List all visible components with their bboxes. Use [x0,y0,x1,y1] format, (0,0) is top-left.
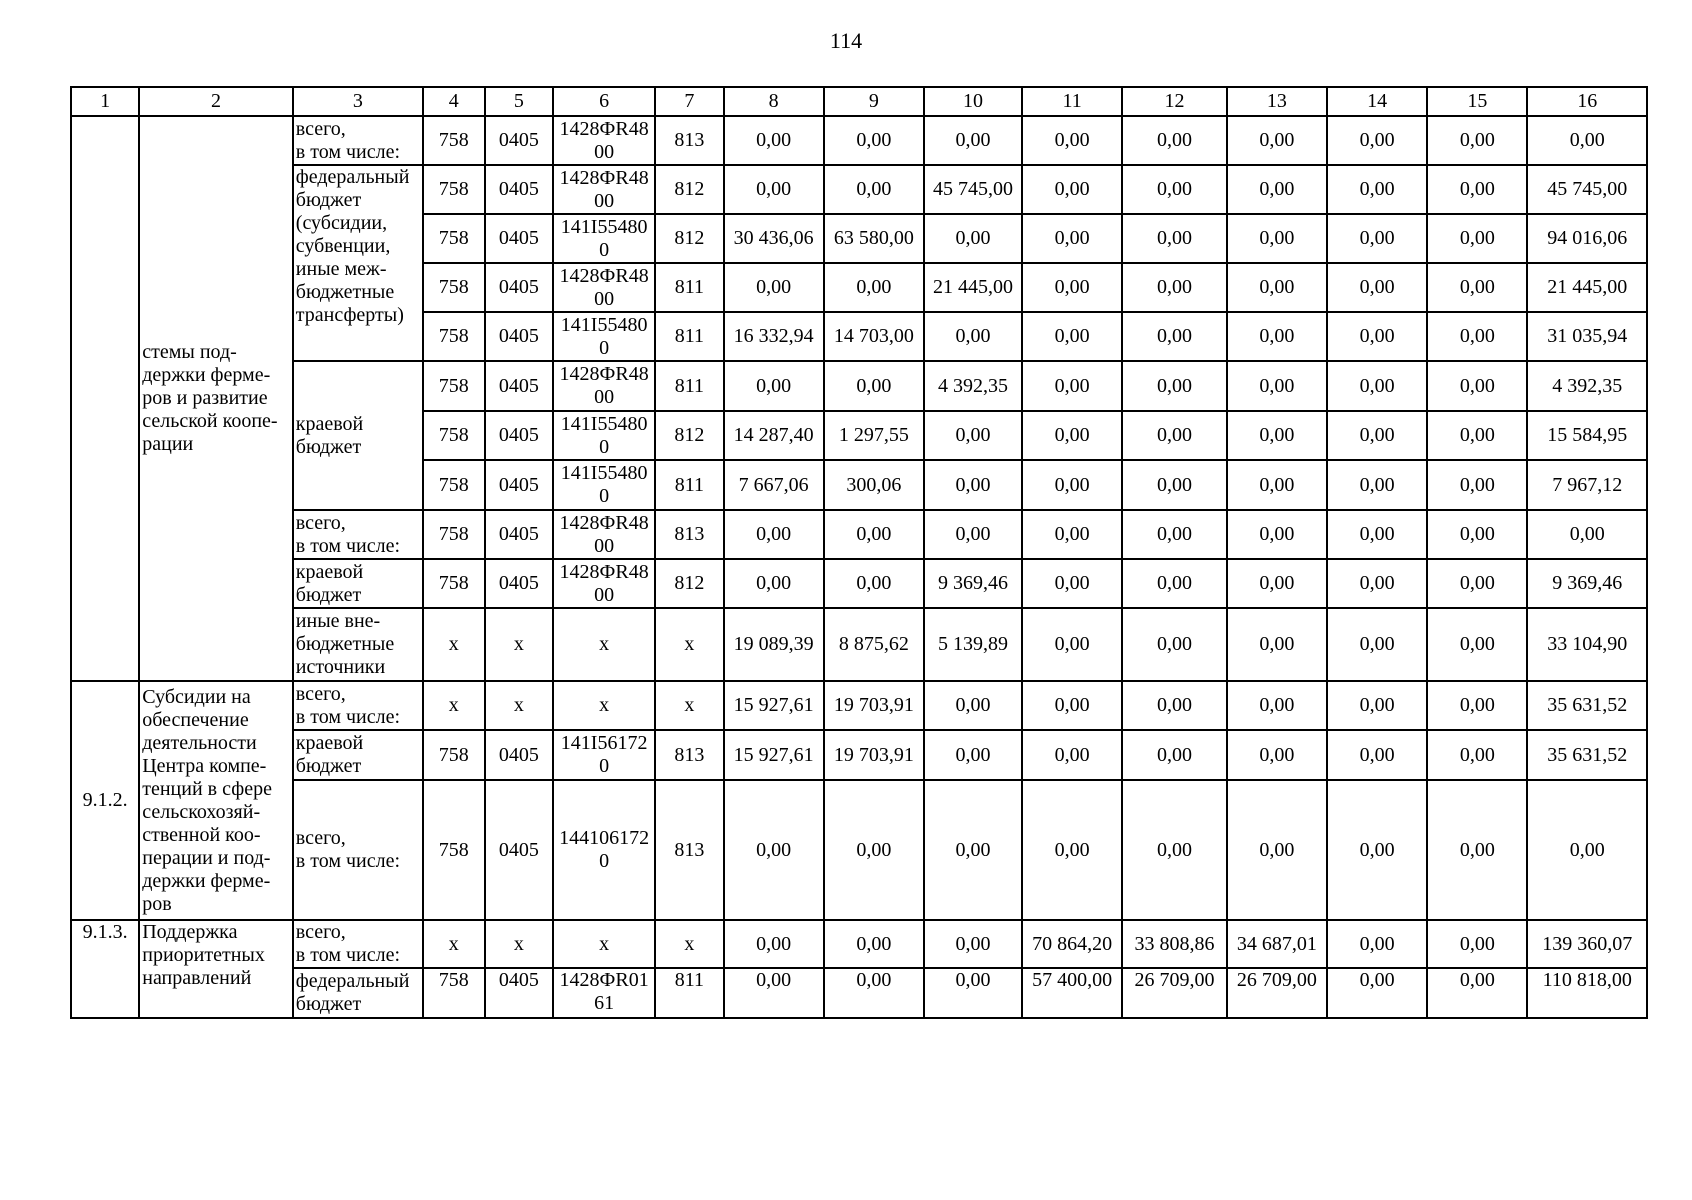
cell-col4: 758 [423,411,485,460]
cell-value: 0,00 [824,559,924,608]
cell-col4: 758 [423,116,485,165]
cell-value: 57 400,00 [1022,968,1122,1018]
cell-col4: x [423,608,485,681]
cell-value: 0,00 [1327,780,1427,920]
cell-value: 0,00 [724,263,824,312]
cell-value: 0,00 [1122,510,1226,559]
funding-source: краевой бюджет [293,361,423,510]
funding-source: краевой бюджет [293,559,423,608]
cell-kbk: 1428ФR48 00 [553,165,655,214]
cell-value: 0,00 [1427,361,1527,411]
cell-value: 94 016,06 [1527,214,1647,263]
cell-value: 0,00 [1427,730,1527,780]
cell-value: 0,00 [1327,608,1427,681]
cell-value: 31 035,94 [1527,312,1647,361]
cell-value: 0,00 [724,361,824,411]
cell-col4: x [423,920,485,968]
cell-value: 0,00 [1327,411,1427,460]
cell-value: 35 631,52 [1527,681,1647,730]
column-header: 8 [724,87,824,116]
cell-value: 0,00 [1327,559,1427,608]
cell-value: 0,00 [1022,681,1122,730]
column-header: 6 [553,87,655,116]
cell-value: 0,00 [1227,681,1327,730]
cell-value: 0,00 [724,165,824,214]
cell-value: 35 631,52 [1527,730,1647,780]
cell-value: 0,00 [724,510,824,559]
column-header: 2 [139,87,293,116]
cell-value: 0,00 [824,263,924,312]
cell-value: 0,00 [1427,263,1527,312]
cell-value: 21 445,00 [924,263,1022,312]
cell-value: 9 369,46 [924,559,1022,608]
cell-value: 0,00 [1122,780,1226,920]
cell-value: 0,00 [824,361,924,411]
cell-value: 14 703,00 [824,312,924,361]
column-header: 13 [1227,87,1327,116]
cell-value: 0,00 [824,780,924,920]
funding-source: всего, в том числе: [293,920,423,968]
cell-value: 0,00 [1022,361,1122,411]
cell-col5: 0405 [485,263,553,312]
cell-value: 9 369,46 [1527,559,1647,608]
column-header: 7 [655,87,723,116]
cell-value: 0,00 [1527,116,1647,165]
cell-col5: 0405 [485,780,553,920]
item-number: 9.1.2. [71,681,139,920]
cell-value: 45 745,00 [924,165,1022,214]
cell-value: 0,00 [1022,312,1122,361]
cell-value: 0,00 [1122,460,1226,510]
cell-kbk: x [553,608,655,681]
cell-value: 0,00 [1022,263,1122,312]
cell-value: 4 392,35 [924,361,1022,411]
cell-value: 0,00 [1227,116,1327,165]
cell-value: 0,00 [724,559,824,608]
cell-value: 19 703,91 [824,681,924,730]
cell-value: 0,00 [1427,608,1527,681]
cell-col5: 0405 [485,214,553,263]
cell-col4: 758 [423,780,485,920]
cell-col5: x [485,681,553,730]
cell-value: 19 089,39 [724,608,824,681]
cell-value: 19 703,91 [824,730,924,780]
cell-value: 0,00 [1427,312,1527,361]
cell-value: 0,00 [924,312,1022,361]
item-number: 9.1.3. [71,920,139,1018]
cell-value: 0,00 [1122,116,1226,165]
cell-col7: 813 [655,510,723,559]
funding-source: федеральный бюджет [293,968,423,1018]
cell-value: 0,00 [824,116,924,165]
cell-col7: x [655,608,723,681]
cell-value: 0,00 [1427,920,1527,968]
cell-value: 0,00 [824,165,924,214]
cell-col5: 0405 [485,559,553,608]
cell-col7: x [655,681,723,730]
cell-col5: 0405 [485,165,553,214]
column-header: 14 [1327,87,1427,116]
funding-source: всего, в том числе: [293,116,423,165]
cell-col4: 758 [423,559,485,608]
cell-value: 0,00 [1122,559,1226,608]
cell-kbk: 1428ФR48 00 [553,361,655,411]
cell-col7: 812 [655,411,723,460]
cell-value: 15 927,61 [724,681,824,730]
table-row [71,730,1647,780]
cell-value: 0,00 [1427,510,1527,559]
cell-value: 0,00 [1327,165,1427,214]
cell-col7: 811 [655,263,723,312]
cell-kbk: 1428ФR48 00 [553,559,655,608]
cell-value: 0,00 [1227,780,1327,920]
cell-value: 0,00 [1527,510,1647,559]
cell-kbk: x [553,920,655,968]
cell-col4: 758 [423,460,485,510]
cell-col7: x [655,920,723,968]
cell-value: 300,06 [824,460,924,510]
table-row [71,968,1647,1018]
cell-value: 0,00 [1227,312,1327,361]
cell-value: 0,00 [924,730,1022,780]
cell-col7: 813 [655,116,723,165]
page-number: 114 [829,28,863,53]
cell-value: 0,00 [824,510,924,559]
cell-value: 0,00 [1122,411,1226,460]
cell-value: 0,00 [1122,214,1226,263]
cell-value: 0,00 [1427,460,1527,510]
cell-value: 7 667,06 [724,460,824,510]
column-header: 10 [924,87,1022,116]
cell-value: 0,00 [1227,361,1327,411]
cell-value: 0,00 [1327,681,1427,730]
cell-value: 0,00 [924,780,1022,920]
cell-value: 0,00 [924,214,1022,263]
cell-kbk: 141I56172 0 [553,730,655,780]
column-header: 3 [293,87,423,116]
cell-value: 0,00 [1227,214,1327,263]
table-row [71,920,1647,968]
cell-value: 0,00 [924,681,1022,730]
cell-value: 0,00 [1427,780,1527,920]
cell-value: 0,00 [1227,165,1327,214]
cell-value: 33 808,86 [1122,920,1226,968]
cell-value: 0,00 [1227,730,1327,780]
table-row [71,559,1647,608]
cell-value: 16 332,94 [724,312,824,361]
cell-value: 0,00 [1427,116,1527,165]
cell-col7: 812 [655,214,723,263]
cell-value: 0,00 [1227,263,1327,312]
cell-col5: 0405 [485,116,553,165]
column-header: 15 [1427,87,1527,116]
cell-value: 0,00 [1122,730,1226,780]
cell-value: 0,00 [724,920,824,968]
cell-value: 26 709,00 [1227,968,1327,1018]
cell-value: 0,00 [924,968,1022,1018]
cell-value: 21 445,00 [1527,263,1647,312]
cell-value: 110 818,00 [1527,968,1647,1018]
cell-value: 0,00 [924,460,1022,510]
column-header: 12 [1122,87,1226,116]
cell-value: 15 584,95 [1527,411,1647,460]
cell-col7: 812 [655,165,723,214]
column-header: 4 [423,87,485,116]
cell-col5: x [485,608,553,681]
cell-value: 0,00 [1022,116,1122,165]
cell-value: 0,00 [1022,411,1122,460]
cell-value: 5 139,89 [924,608,1022,681]
cell-empty [71,116,139,681]
cell-kbk: 141I55480 0 [553,214,655,263]
cell-value: 0,00 [1122,312,1226,361]
cell-value: 0,00 [1022,214,1122,263]
cell-value: 0,00 [724,780,824,920]
cell-value: 0,00 [1327,116,1427,165]
cell-value: 26 709,00 [1122,968,1226,1018]
cell-col5: 0405 [485,460,553,510]
cell-value: 0,00 [1122,681,1226,730]
cell-value: 0,00 [1327,460,1427,510]
table-row [71,681,1647,730]
cell-col7: 813 [655,780,723,920]
cell-value: 0,00 [1227,460,1327,510]
cell-value: 0,00 [1427,411,1527,460]
cell-value: 0,00 [824,920,924,968]
cell-value: 15 927,61 [724,730,824,780]
header-row [71,87,1647,116]
cell-value: 0,00 [1022,559,1122,608]
funding-source: всего, в том числе: [293,780,423,920]
cell-value: 0,00 [1427,214,1527,263]
table-row [71,780,1647,920]
cell-value: 45 745,00 [1527,165,1647,214]
cell-value: 0,00 [924,116,1022,165]
cell-value: 0,00 [724,968,824,1018]
cell-value: 0,00 [1122,165,1226,214]
cell-value: 0,00 [1122,608,1226,681]
cell-value: 8 875,62 [824,608,924,681]
cell-value: 14 287,40 [724,411,824,460]
table-row [71,116,1647,165]
funding-source: иные вне- бюджетные источники [293,608,423,681]
cell-value: 0,00 [1022,165,1122,214]
cell-value: 0,00 [924,510,1022,559]
cell-value: 0,00 [1327,968,1427,1018]
cell-value: 0,00 [1427,165,1527,214]
cell-value: 0,00 [1427,681,1527,730]
cell-value: 63 580,00 [824,214,924,263]
cell-kbk: 1428ФR48 00 [553,510,655,559]
cell-col4: 758 [423,730,485,780]
cell-value: 0,00 [924,920,1022,968]
cell-value: 0,00 [1022,510,1122,559]
cell-value: 0,00 [1227,510,1327,559]
cell-value: 139 360,07 [1527,920,1647,968]
measure-name: Поддержка приоритетных направлений [139,920,293,1018]
cell-col4: 758 [423,361,485,411]
cell-kbk: x [553,681,655,730]
cell-kbk: 141I55480 0 [553,312,655,361]
cell-value: 0,00 [1022,460,1122,510]
cell-value: 34 687,01 [1227,920,1327,968]
cell-col5: 0405 [485,361,553,411]
cell-col5: 0405 [485,510,553,559]
cell-value: 7 967,12 [1527,460,1647,510]
cell-value: 4 392,35 [1527,361,1647,411]
cell-value: 0,00 [1527,780,1647,920]
cell-col7: 811 [655,968,723,1018]
measure-name: Субсидии на обеспечение деятельности Центра компе- тенций в сфере сельскохозяй- ственной коо- перации и под- держки ферме- ров [139,681,293,920]
cell-col7: 811 [655,312,723,361]
cell-value: 1 297,55 [824,411,924,460]
cell-value: 0,00 [1427,968,1527,1018]
cell-kbk: 141I55480 0 [553,460,655,510]
cell-value: 0,00 [1327,730,1427,780]
cell-col7: 813 [655,730,723,780]
cell-kbk: 144106172 0 [553,780,655,920]
cell-kbk: 1428ФR48 00 [553,263,655,312]
column-header: 5 [485,87,553,116]
cell-kbk: 141I55480 0 [553,411,655,460]
column-header: 16 [1527,87,1647,116]
cell-value: 0,00 [1327,312,1427,361]
cell-col5: 0405 [485,411,553,460]
cell-value: 0,00 [1427,559,1527,608]
cell-value: 0,00 [1327,263,1427,312]
cell-value: 70 864,20 [1022,920,1122,968]
cell-value: 0,00 [724,116,824,165]
cell-col4: 758 [423,214,485,263]
cell-kbk: 1428ФR01 61 [553,968,655,1018]
cell-value: 0,00 [1327,361,1427,411]
cell-value: 0,00 [1227,411,1327,460]
cell-value: 0,00 [824,968,924,1018]
cell-kbk: 1428ФR48 00 [553,116,655,165]
cell-col4: 758 [423,165,485,214]
cell-col5: 0405 [485,312,553,361]
cell-value: 33 104,90 [1527,608,1647,681]
cell-col7: 812 [655,559,723,608]
cell-value: 0,00 [1227,608,1327,681]
funding-source: федеральный бюджет (субсидии, субвенции, иные меж- бюджетные трансферты) [293,165,423,361]
budget-table [70,86,1648,1019]
table-row [71,510,1647,559]
cell-col4: 758 [423,312,485,361]
cell-value: 0,00 [1022,608,1122,681]
cell-col4: 758 [423,263,485,312]
table-row [71,361,1647,411]
cell-col4: 758 [423,968,485,1018]
cell-value: 0,00 [924,411,1022,460]
cell-value: 30 436,06 [724,214,824,263]
funding-source: всего, в том числе: [293,681,423,730]
cell-value: 0,00 [1227,559,1327,608]
column-header: 1 [71,87,139,116]
cell-col5: x [485,920,553,968]
cell-col4: 758 [423,510,485,559]
funding-source: всего, в том числе: [293,510,423,559]
measure-name: стемы под- держки ферме- ров и развитие сельской коопе- рации [139,116,293,681]
cell-value: 0,00 [1022,730,1122,780]
cell-value: 0,00 [1122,263,1226,312]
cell-value: 0,00 [1122,361,1226,411]
cell-col7: 811 [655,460,723,510]
funding-source: краевой бюджет [293,730,423,780]
cell-col5: 0405 [485,730,553,780]
table-row [71,608,1647,681]
column-header: 11 [1022,87,1122,116]
table-row [71,165,1647,214]
cell-col7: 811 [655,361,723,411]
cell-value: 0,00 [1327,214,1427,263]
column-header: 9 [824,87,924,116]
cell-value: 0,00 [1327,920,1427,968]
cell-col5: 0405 [485,968,553,1018]
cell-value: 0,00 [1022,780,1122,920]
cell-col4: x [423,681,485,730]
cell-value: 0,00 [1327,510,1427,559]
